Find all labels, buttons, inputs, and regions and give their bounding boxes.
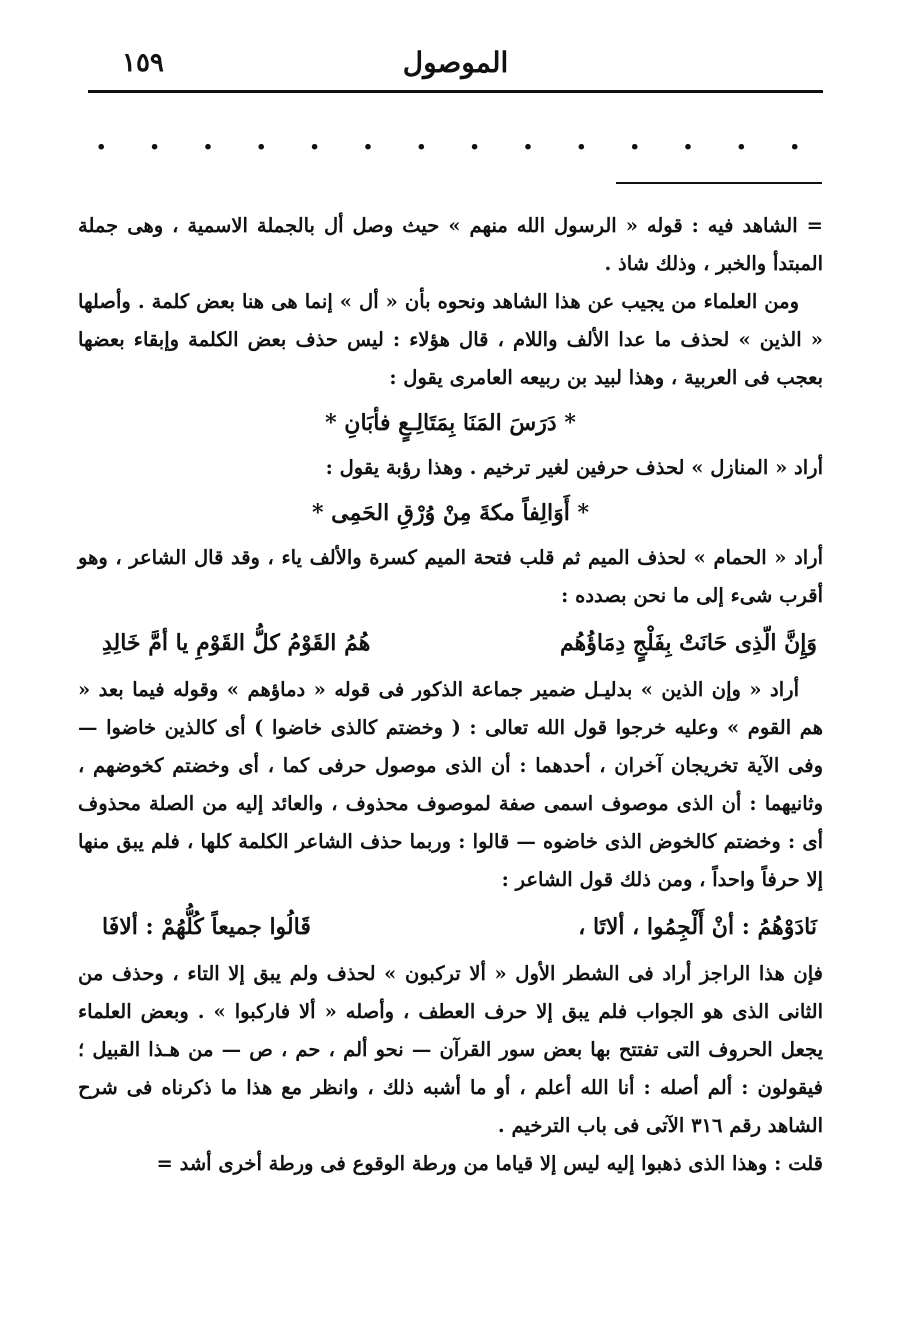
- dot: .: [96, 122, 107, 157]
- paragraph-hamam: أراد « الحمام » لحذف الميم ثم قلب فتحة الميم كسرة والألف ياء ، وقد قال الشاعر ، وهو أقرب شىء إلى ما نحن بصدده :: [78, 546, 823, 607]
- verse-falj: [78, 615, 823, 671]
- running-title: الموصول: [402, 46, 509, 79]
- verse-first-hemistich: نَادَوْهُمُ : أنْ أَلْجِمُوا ، ألاتَا ،: [578, 914, 817, 940]
- page-header: [88, 40, 823, 93]
- page-number: ١٥٩: [122, 48, 164, 78]
- paragraph-manazil: أراد « المنازل » لحذف حرفين لغير ترخيم . وهذا رؤبة يقول :: [325, 456, 823, 479]
- dot: .: [362, 122, 374, 157]
- verse-first-hemistich: وَإِنَّ الّذِى حَانَتْ بِفَلْجٍ دِمَاؤُهُم: [559, 630, 817, 656]
- dot: .: [522, 122, 534, 157]
- dot: .: [576, 122, 587, 157]
- paragraph-qultu: قلت : وهذا الذى ذهبوا إليه ليس إلا قياما من ورطة الوقوع فى ورطة أخرى أشد =: [156, 1152, 823, 1175]
- dot: .: [202, 122, 214, 157]
- dot: .: [309, 122, 320, 157]
- footnote-separator: [616, 182, 822, 184]
- dot: .: [682, 122, 694, 157]
- dot: .: [469, 122, 480, 157]
- verse-ruba: * أَوَالِفاً مكةَ مِنْ وُرْقِ الحَمِى *: [312, 500, 589, 526]
- verse-second-hemistich: قَالُوا جميعاً كُلُّهُمْ : ألافَا: [102, 914, 311, 940]
- paragraph-explanation: ومن العلماء من يجيب عن هذا الشاهد ونحوه بأن « أل » إنما هى هنا بعض كلمة . وأصلها « الذين » لحذف ما عدا الألف واللام ، قال هؤلاء : ليس حذف بعض الكلمة وإبقاء بعضها بعجب فى العربية ، وهذا لبيد بن ربيعه العامرى يقول :: [78, 290, 823, 389]
- dot: .: [416, 122, 427, 157]
- dot: .: [789, 122, 800, 157]
- verse-rajaz: [78, 899, 823, 955]
- ellipsis-row: [96, 122, 800, 157]
- verse-labid: * دَرَسَ المَنَا بِمَتَالِـعٍ فأبَانِ *: [325, 410, 576, 436]
- paragraph-shahid: = الشاهد فيه : قوله « الرسول الله منهم » حيث وصل أل بالجملة الاسمية ، وهى جملة المبتدأ والخبر ، وذلك شاذ .: [78, 214, 823, 275]
- footnote-body: [78, 207, 823, 1183]
- dot: .: [149, 122, 160, 157]
- dot: .: [629, 122, 640, 157]
- paragraph-rajiz: فإن هذا الراجز أراد فى الشطر الأول « ألا تركبون » لحذف ولم يبق إلا التاء ، وحذف من الثانى الذى هو الجواب فلم يبق إلا حرف العطف ، وأصله « ألا فاركبوا » . وبعض العلماء يجعل الحروف التى تفتتح بها بعض سور القرآن — نحو ألم ، حم ، ص — من هـذا القبيل ؛ فيقولون : ألم أصله : أنا الله أعلم ، أو ما أشبه ذلك ، وانظر مع هذا ما ذكرناه فى شرح الشاهد رقم ٣١٦ الآتى فى باب الترخيم .: [78, 962, 823, 1137]
- verse-second-hemistich: هُمُ القَوْمُ كلُّ القَوْمِ يا أمَّ خَالِدِ: [102, 630, 371, 656]
- paragraph-tafsir: أراد « وإن الذين » بدليـل ضمير جماعة الذكور فى قوله « دماؤهم » وقوله فيما بعد « هم القوم » وعليه خرجوا قول الله تعالى : ( وخضتم كالذى خاضوا ) أى كالذين خاضوا — وفى الآية تخريجان آخران ، أحدهما : أن الذى موصول حرفى كما ، أى وخضتم كخوضهم ، وثانيهما : أن الذى موصوف اسمى صفة لموصوف محذوف ، والعائد إليه من الصلة محذوف أى : وخضتم كالخوض الذى خاضوه — قالوا : وربما حذف الشاعر الكلمة كلها ، فلم يبق منها إلا حرفاً واحداً ، ومن ذلك قول الشاعر :: [78, 678, 823, 891]
- dot: .: [736, 122, 747, 157]
- dot: .: [256, 122, 267, 157]
